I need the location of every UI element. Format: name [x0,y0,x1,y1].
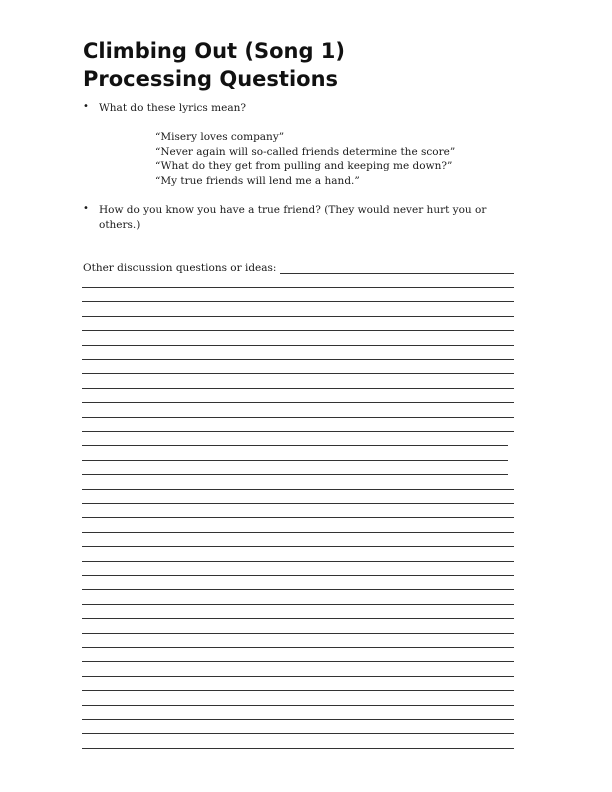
discussion-prompt [83,262,514,274]
bullet-marker: • [83,101,89,112]
writing-line[interactable] [82,561,514,562]
writing-line[interactable] [82,301,514,302]
writing-line[interactable] [82,705,514,706]
writing-line[interactable] [82,690,514,691]
lyric-quote: “Misery loves company” [155,131,285,143]
page-title [83,37,345,93]
writing-line[interactable] [82,373,514,374]
writing-line[interactable] [82,647,514,648]
writing-line[interactable] [82,532,514,533]
bullet-marker: • [83,203,89,214]
lyric-quote: “Never again will so-called friends determine the score” [155,145,456,158]
writing-line[interactable] [82,604,514,605]
writing-line[interactable] [82,733,514,734]
writing-line[interactable] [82,517,514,518]
title-line-1: Climbing Out (Song 1) [83,39,346,63]
writing-line[interactable] [82,589,514,590]
writing-line[interactable] [82,489,514,490]
writing-line[interactable] [82,287,514,288]
writing-line[interactable] [82,388,514,389]
writing-line[interactable] [82,431,514,432]
question-text: How do you know you have a true friend? (They would never hurt you or others.) [99,204,487,231]
writing-line[interactable] [82,345,514,346]
writing-line[interactable] [82,633,514,634]
writing-line[interactable] [82,316,514,317]
writing-line[interactable] [82,474,508,475]
question-true-friend [83,203,523,233]
writing-line[interactable] [82,618,514,619]
writing-line[interactable] [82,460,508,461]
title-line-2: Processing Questions [83,67,339,91]
question-lyrics-meaning [83,101,246,116]
writing-line[interactable] [82,719,514,720]
discussion-label: Other discussion questions or ideas: [83,262,277,274]
discussion-answer-line[interactable] [280,263,514,274]
lyric-quote: “What do they get from pulling and keeping me down?” [155,160,453,172]
writing-line[interactable] [82,661,514,662]
writing-line[interactable] [82,330,514,331]
writing-line[interactable] [82,402,514,403]
lyrics-quotes [155,130,455,188]
writing-line[interactable] [82,575,514,576]
writing-line[interactable] [82,417,514,418]
writing-line[interactable] [82,546,514,547]
question-text: What do these lyrics mean? [99,102,246,114]
writing-line[interactable] [82,676,514,677]
writing-line[interactable] [82,748,514,749]
writing-line[interactable] [82,445,508,446]
lyric-quote: “My true friends will lend me a hand.” [155,174,360,187]
writing-line[interactable] [82,503,514,504]
writing-line[interactable] [82,359,514,360]
